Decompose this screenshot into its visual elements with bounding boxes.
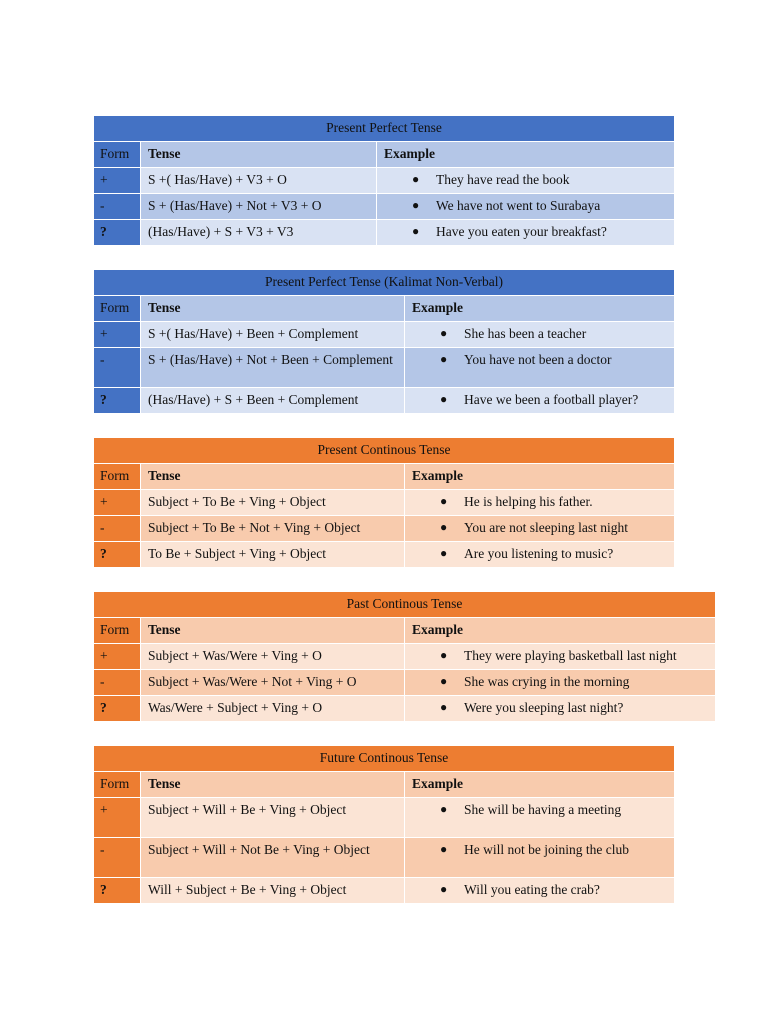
table-title: Future Continous Tense — [94, 746, 674, 771]
table-header-row — [94, 771, 674, 797]
table-row — [94, 541, 674, 567]
row-form: + — [94, 490, 140, 515]
table-row — [94, 387, 674, 413]
bullet-icon: ● — [440, 648, 448, 662]
row-form: + — [94, 322, 140, 347]
row-example — [404, 670, 715, 695]
example-text: They were playing basketball last night — [464, 648, 677, 663]
row-form: + — [94, 168, 140, 193]
header-example: Example — [404, 464, 674, 489]
row-form: - — [94, 348, 140, 387]
row-form: ? — [94, 878, 140, 903]
example-text: Are you listening to music? — [464, 546, 614, 561]
row-example — [404, 322, 674, 347]
row-example — [404, 388, 674, 413]
row-example — [404, 542, 674, 567]
table-present-perfect — [94, 116, 674, 245]
row-form: ? — [94, 696, 140, 721]
table-header-row — [94, 141, 674, 167]
row-tense: S + (Has/Have) + Not + V3 + O — [140, 194, 376, 219]
bullet-icon: ● — [440, 842, 448, 856]
row-example — [404, 516, 674, 541]
row-example — [404, 490, 674, 515]
row-form: ? — [94, 542, 140, 567]
row-form: - — [94, 670, 140, 695]
row-example — [404, 798, 674, 837]
row-example — [404, 348, 674, 387]
bullet-icon: ● — [440, 546, 448, 560]
table-present-perfect-non-verbal — [94, 270, 674, 413]
header-tense: Tense — [140, 296, 404, 321]
table-row — [94, 643, 715, 669]
header-form: Form — [94, 618, 140, 643]
row-form: - — [94, 516, 140, 541]
header-form: Form — [94, 772, 140, 797]
table-row — [94, 219, 674, 245]
row-tense: Subject + Will + Not Be + Ving + Object — [140, 838, 404, 877]
example-text: She was crying in the morning — [464, 674, 630, 689]
row-tense: (Has/Have) + S + V3 + V3 — [140, 220, 376, 245]
header-tense: Tense — [140, 772, 404, 797]
bullet-icon: ● — [440, 494, 448, 508]
row-example — [404, 838, 674, 877]
bullet-icon: ● — [440, 882, 448, 896]
row-tense: Will + Subject + Be + Ving + Object — [140, 878, 404, 903]
row-form: ? — [94, 388, 140, 413]
row-example — [376, 220, 674, 245]
header-form: Form — [94, 464, 140, 489]
bullet-icon: ● — [440, 352, 448, 366]
row-example — [404, 878, 674, 903]
table-header-row — [94, 617, 715, 643]
row-example — [376, 194, 674, 219]
header-tense: Tense — [140, 142, 376, 167]
row-tense: Subject + To Be + Not + Ving + Object — [140, 516, 404, 541]
example-text: They have read the book — [436, 172, 570, 187]
row-form: - — [94, 194, 140, 219]
table-row — [94, 669, 715, 695]
table-title: Present Perfect Tense — [94, 116, 674, 141]
table-row — [94, 877, 674, 903]
table-title: Present Continous Tense — [94, 438, 674, 463]
row-tense: S + (Has/Have) + Not + Been + Complement — [140, 348, 404, 387]
table-row — [94, 347, 674, 387]
row-form: - — [94, 838, 140, 877]
table-row — [94, 489, 674, 515]
row-example — [404, 696, 715, 721]
example-text: She has been a teacher — [464, 326, 587, 341]
table-row — [94, 321, 674, 347]
table-past-continous — [94, 592, 715, 721]
bullet-icon: ● — [412, 224, 420, 238]
bullet-icon: ● — [440, 392, 448, 406]
example-text: You are not sleeping last night — [464, 520, 628, 535]
header-tense: Tense — [140, 618, 404, 643]
table-title: Past Continous Tense — [94, 592, 715, 617]
row-form: ? — [94, 220, 140, 245]
table-row — [94, 695, 715, 721]
table-row — [94, 837, 674, 877]
row-example — [376, 168, 674, 193]
row-form: + — [94, 798, 140, 837]
row-tense: S +( Has/Have) + Been + Complement — [140, 322, 404, 347]
table-future-continous — [94, 746, 674, 903]
table-present-continous — [94, 438, 674, 567]
example-text: We have not went to Surabaya — [436, 198, 601, 213]
header-form: Form — [94, 296, 140, 321]
row-tense: To Be + Subject + Ving + Object — [140, 542, 404, 567]
example-text: Have you eaten your breakfast? — [436, 224, 607, 239]
header-form: Form — [94, 142, 140, 167]
row-example — [404, 644, 715, 669]
bullet-icon: ● — [440, 700, 448, 714]
header-example: Example — [404, 296, 674, 321]
table-row — [94, 167, 674, 193]
example-text: Were you sleeping last night? — [464, 700, 624, 715]
table-row — [94, 193, 674, 219]
table-row — [94, 797, 674, 837]
example-text: Have we been a football player? — [464, 392, 639, 407]
example-text: He will not be joining the club — [464, 842, 629, 857]
bullet-icon: ● — [440, 674, 448, 688]
row-tense: (Has/Have) + S + Been + Complement — [140, 388, 404, 413]
table-title: Present Perfect Tense (Kalimat Non-Verbal) — [94, 270, 674, 295]
header-example: Example — [404, 618, 715, 643]
bullet-icon: ● — [412, 198, 420, 212]
bullet-icon: ● — [440, 802, 448, 816]
bullet-icon: ● — [412, 172, 420, 186]
row-tense: Subject + Was/Were + Not + Ving + O — [140, 670, 404, 695]
row-tense: Subject + Will + Be + Ving + Object — [140, 798, 404, 837]
row-tense: Subject + Was/Were + Ving + O — [140, 644, 404, 669]
header-example: Example — [376, 142, 674, 167]
example-text: She will be having a meeting — [464, 802, 622, 817]
table-row — [94, 515, 674, 541]
row-tense: Was/Were + Subject + Ving + O — [140, 696, 404, 721]
table-header-row — [94, 295, 674, 321]
row-form: + — [94, 644, 140, 669]
example-text: Will you eating the crab? — [464, 882, 600, 897]
header-tense: Tense — [140, 464, 404, 489]
row-tense: S +( Has/Have) + V3 + O — [140, 168, 376, 193]
example-text: You have not been a doctor — [464, 352, 612, 367]
row-tense: Subject + To Be + Ving + Object — [140, 490, 404, 515]
bullet-icon: ● — [440, 520, 448, 534]
header-example: Example — [404, 772, 674, 797]
table-header-row — [94, 463, 674, 489]
example-text: He is helping his father. — [464, 494, 593, 509]
bullet-icon: ● — [440, 326, 448, 340]
